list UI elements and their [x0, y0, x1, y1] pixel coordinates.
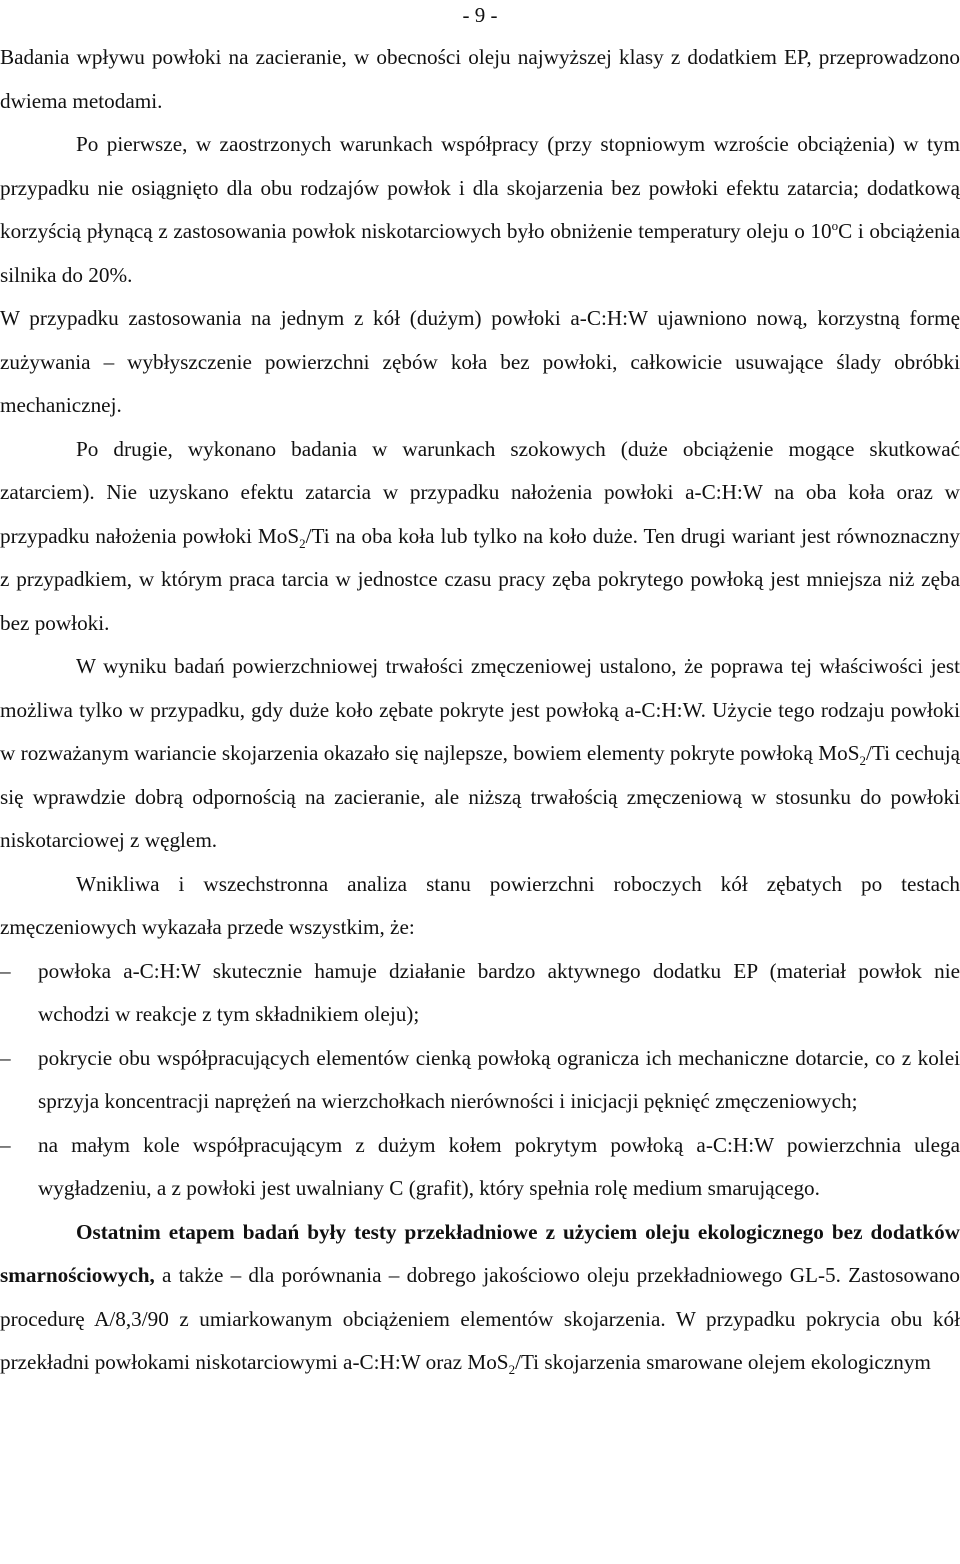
findings-list	[0, 950, 960, 1211]
dash-bullet: –	[0, 1132, 11, 1157]
paragraph-first-method	[0, 123, 960, 297]
list-item-text: powłoka a-C:H:W skutecznie hamuje działanie bardzo aktywnego dodatku EP (materiał powłok nie wchodzi w reakcje z tym składnikiem oleju);	[38, 958, 960, 1026]
list-item	[0, 1037, 960, 1124]
list-item	[0, 1124, 960, 1211]
subscript-2: 2	[508, 1362, 516, 1378]
paragraph-final-stage-text-end: /Ti skojarzenia smarowane olejem ekologicznym	[515, 1350, 931, 1374]
list-item-text: pokrycie obu współpracujących elementów cienką powłoką ogranicza ich mechaniczne dotarcie, co z kolei sprzyja koncentracji naprężeń na wierzchołkach nierówności i inicjacji pęknięć zmęczeniowych;	[38, 1045, 960, 1113]
paragraph-second-method-text: Po drugie, wykonano badania w warunkach szokowych (duże obciążenie mogące skutkować zatarciem). Nie uzyskano efektu zatarcia w przypadku nałożenia powłoki a-C:H:W na oba koła oraz w przypadku nałożenia powłoki MoS	[0, 436, 960, 548]
paragraph-second-method-text-end: /Ti na oba koła lub tylko na koło duże. Ten drugi wariant jest równoznaczny z przypadkiem, w którym praca tarcia w jednostce czasu pracy zęba pokrytego powłoką jest mniejsza niż zęba bez powłoki.	[0, 523, 960, 635]
paragraph-final-stage-bold: Ostatnim etapem badań były testy przekładniowe z użyciem oleju ekologicznego bez dodatków smarnościowych,	[0, 1219, 960, 1287]
subscript-2: 2	[299, 535, 306, 551]
paragraph-first-method-text-end: C i obciążenia silnika do 20%.	[0, 219, 960, 287]
degree-superscript: o	[831, 217, 839, 233]
paragraph-fatigue-results-text-end: /Ti cechują się wprawdzie dobrą odpornością na zacieranie, ale niższą trwałością zmęczeniową w stosunku do powłoki niskotarciowej z węglem.	[0, 741, 960, 852]
subscript-2: 2	[859, 753, 866, 769]
paragraph-second-method	[0, 428, 960, 646]
paragraph-final-stage	[0, 1211, 960, 1385]
list-item	[0, 950, 960, 1037]
paragraph-intro: Badania wpływu powłoki na zacieranie, w obecności oleju najwyższej klasy z dodatkiem EP, przeprowadzono dwiema metodami.	[0, 45, 960, 113]
dash-bullet: –	[0, 958, 11, 983]
paragraph-fatigue-results-text: W wyniku badań powierzchniowej trwałości zmęczeniowej ustalono, że poprawa tej właściwości jest możliwa tylko w przypadku, gdy duże koło zębate pokryte jest powłoką a-C:H:W. Użycie tego rodzaju powłoki w rozważanym wariancie skojarzenia okazało się najlepsze, bowiem elementy pokryte powłoką MoS	[0, 654, 960, 765]
paragraph-fatigue-results	[0, 645, 960, 863]
paragraph-wear-form: W przypadku zastosowania na jednym z kół (dużym) powłoki a-C:H:W ujawniono nową, korzystną formę zużywania – wybłyszczenie powierzchni zębów koła bez powłoki, całkowicie usuwające ślady obróbki mechanicznej.	[0, 306, 960, 417]
list-item-text: na małym kole współpracującym z dużym kołem pokrytym powłoką a-C:H:W powierzchnia ulega wygładzeniu, a z powłoki jest uwalniany C (grafit), który spełnia rolę medium smarującego.	[38, 1132, 960, 1200]
document-body	[0, 36, 960, 1385]
page-number: - 9 -	[462, 3, 498, 27]
paragraph-first-method-text: Po pierwsze, w zaostrzonych warunkach współpracy (przy stopniowym wzroście obciążenia) w tym przypadku nie osiągnięto dla obu rodzajów powłok i dla skojarzenia bez powłoki efektu zatarcia; dodatkową korzyścią płynącą z zastosowania powłok niskotarciowych było obniżenie temperatury oleju o 10	[0, 132, 960, 243]
dash-bullet: –	[0, 1045, 11, 1070]
paragraph-surface-analysis: Wnikliwa i wszechstronna analiza stanu powierzchni roboczych kół zębatych po testach zmęczeniowych wykazała przede wszystkim, że:	[0, 871, 960, 939]
paragraph-final-stage-text: a także – dla porównania – dobrego jakościowo oleju przekładniowego GL-5. Zastosowano procedurę A/8,3/90 z umiarkowanym obciążeniem elementów skojarzenia. W przypadku pokrycia obu kół przekładni powłokami niskotarciowymi a-C:H:W oraz MoS	[0, 1263, 960, 1374]
